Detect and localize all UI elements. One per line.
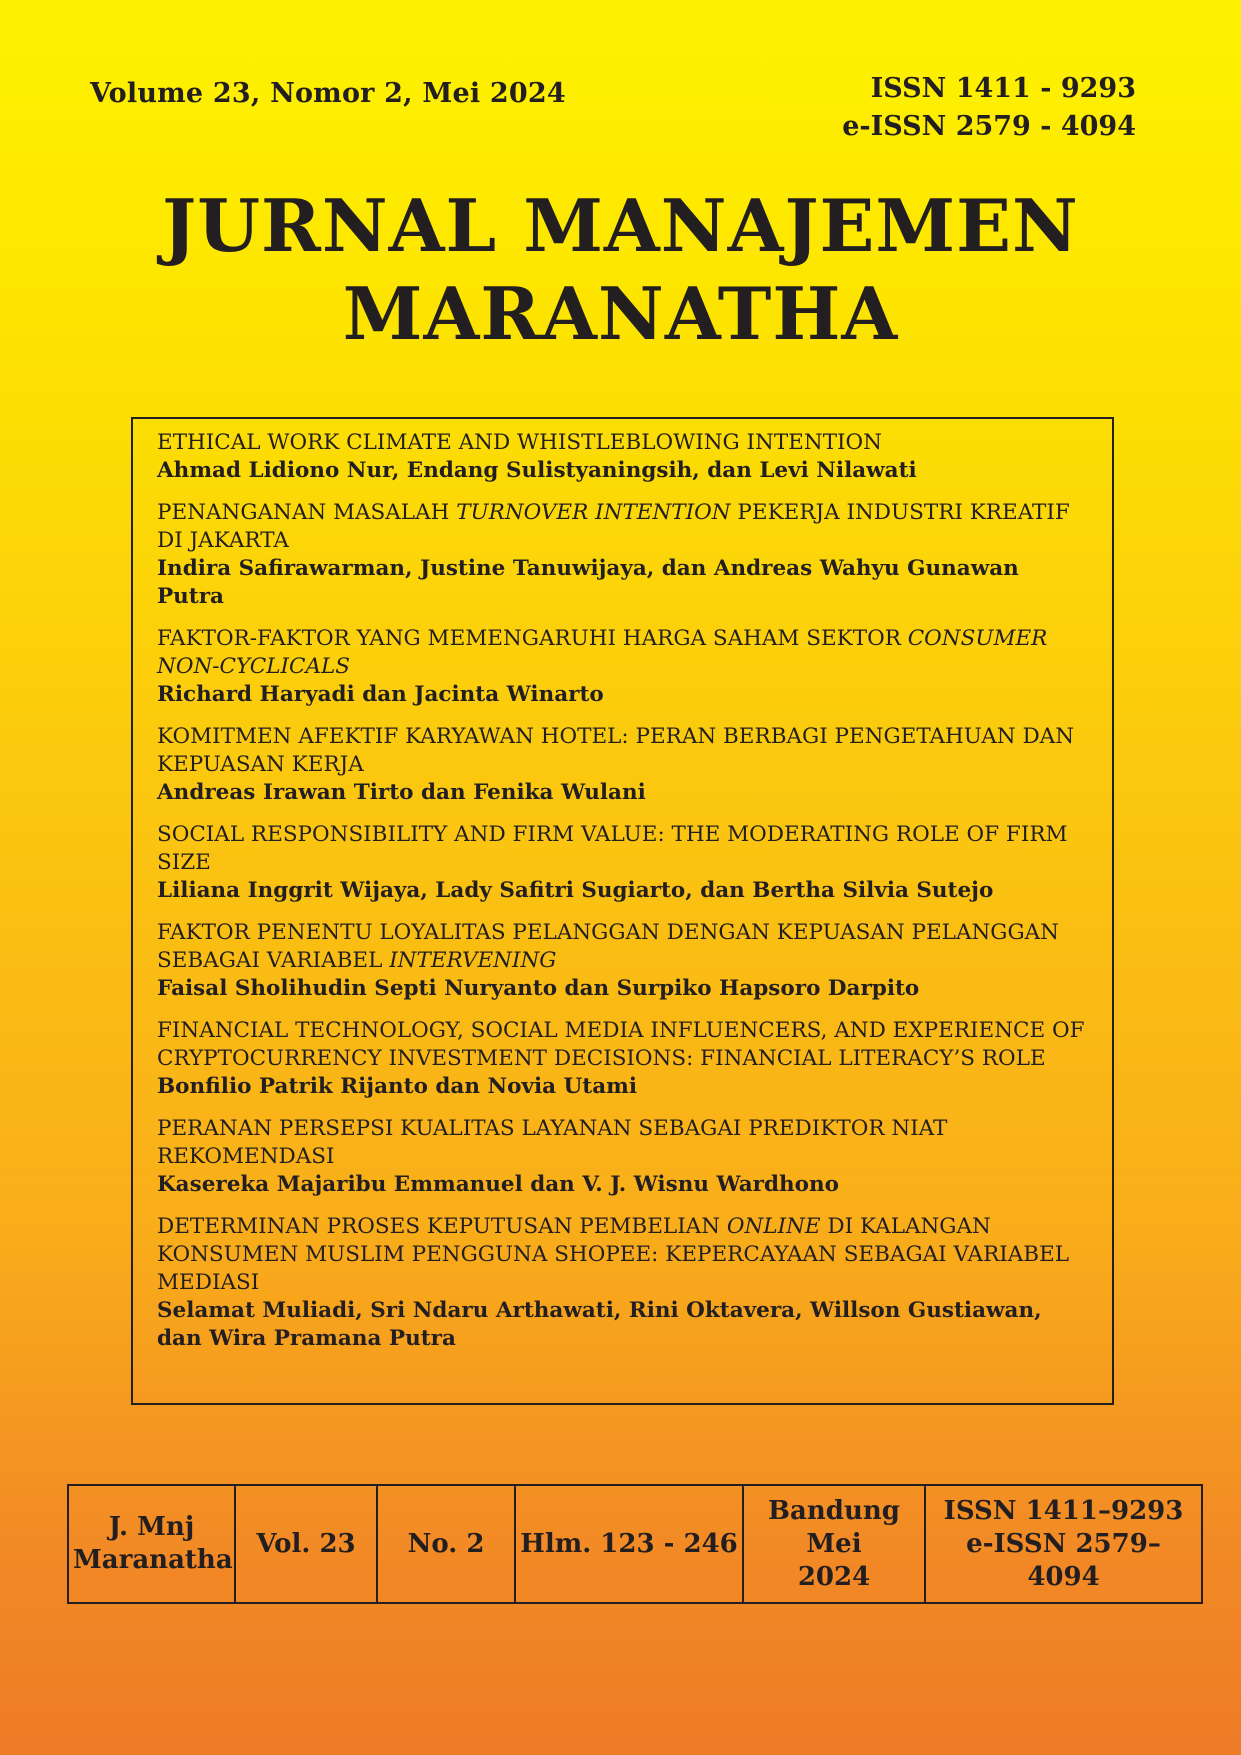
article-entry — [157, 429, 1088, 485]
article-title-italic-term: TURNOVER INTENTION — [456, 500, 731, 525]
article-authors: Bonfilio Patrik Rijanto dan Novia Utami — [157, 1074, 638, 1099]
article-title — [157, 625, 1088, 681]
issn-block — [842, 70, 1136, 146]
volume-line: Volume 23, Nomor 2, Mei 2024 — [90, 78, 566, 109]
article-title-italic-term: ONLINE — [726, 1214, 821, 1239]
article-title-text: KOMITMEN AFEKTIF KARYAWAN HOTEL: PERAN BERBAGI PENGETAHUAN DAN KEPUASAN KERJA — [157, 724, 1075, 777]
article-title-text: PEKERJA INDUSTRI KREATIF DI JAKARTA — [157, 500, 1070, 553]
article-authors: Andreas Irawan Tirto dan Fenika Wulani — [157, 780, 646, 805]
article-entry — [157, 1213, 1088, 1353]
footer-citation-table — [67, 1484, 1203, 1604]
article-title-text: SOCIAL RESPONSIBILITY AND FIRM VALUE: THE MODERATING ROLE OF FIRM SIZE — [157, 822, 1068, 875]
article-title — [157, 821, 1088, 877]
journal-title — [0, 182, 1241, 358]
footer-place-date: Bandung Mei 2024 — [743, 1485, 925, 1603]
article-entry — [157, 821, 1088, 905]
article-title — [157, 1115, 1088, 1171]
article-authors: Selamat Muliadi, Sri Ndaru Arthawati, Rini Oktavera, Willson Gustiawan, dan Wira Pramana Putra — [157, 1298, 1042, 1351]
article-authors: Faisal Sholihudin Septi Nuryanto dan Surpiko Hapsoro Darpito — [157, 976, 920, 1001]
article-title — [157, 919, 1088, 975]
article-title — [157, 429, 1088, 457]
article-title-italic-term: CONSUMER NON-CYCLICALS — [157, 626, 1048, 679]
article-title-text: FAKTOR PENENTU LOYALITAS PELANGGAN DENGAN KEPUASAN PELANGGAN SEBAGAI VARIABEL — [157, 920, 1059, 973]
footer-volume: Vol. 23 — [235, 1485, 377, 1603]
article-entry — [157, 499, 1088, 611]
article-entry — [157, 919, 1088, 1003]
article-title-text: DI KALANGAN KONSUMEN MUSLIM PENGGUNA SHOPEE: KEPERCAYAAN SEBAGAI VARIABEL MEDIASI — [157, 1214, 1070, 1295]
article-entry — [157, 1017, 1088, 1101]
footer-number: No. 2 — [377, 1485, 515, 1603]
table-of-contents — [131, 417, 1114, 1405]
article-authors: Liliana Inggrit Wijaya, Lady Safitri Sugiarto, dan Bertha Silvia Sutejo — [157, 878, 994, 903]
article-entry — [157, 723, 1088, 807]
article-authors: Kasereka Majaribu Emmanuel dan V. J. Wisnu Wardhono — [157, 1172, 839, 1197]
article-entry — [157, 625, 1088, 709]
article-title — [157, 723, 1088, 779]
article-title — [157, 499, 1088, 555]
article-title-text: DETERMINAN PROSES KEPUTUSAN PEMBELIAN — [157, 1214, 727, 1239]
footer-journal-abbrev: J. Mnj Maranatha — [68, 1485, 235, 1603]
journal-title-line2: MARANATHA — [342, 271, 899, 356]
article-entry — [157, 1115, 1088, 1199]
issn-print: ISSN 1411 - 9293 — [870, 73, 1136, 104]
footer-issn: ISSN 1411–9293 e-ISSN 2579–4094 — [925, 1485, 1202, 1603]
article-title-text: ETHICAL WORK CLIMATE AND WHISTLEBLOWING INTENTION — [157, 430, 882, 455]
article-authors: Richard Haryadi dan Jacinta Winarto — [157, 682, 604, 707]
article-title-text: PERANAN PERSEPSI KUALITAS LAYANAN SEBAGAI PREDIKTOR NIAT REKOMENDASI — [157, 1116, 948, 1169]
article-authors: Ahmad Lidiono Nur, Endang Sulistyaningsih, dan Levi Nilawati — [157, 458, 917, 483]
article-title — [157, 1017, 1088, 1073]
article-title-text: FINANCIAL TECHNOLOGY, SOCIAL MEDIA INFLUENCERS, AND EXPERIENCE OF CRYPTOCURRENCY INVESTMENT DECISIONS: FINANCIAL LITERACY’S ROLE — [157, 1018, 1085, 1071]
footer-pages: Hlm. 123 - 246 — [515, 1485, 743, 1603]
article-title-text: PENANGANAN MASALAH — [157, 500, 457, 525]
article-title — [157, 1213, 1088, 1297]
issn-electronic: e-ISSN 2579 - 4094 — [842, 111, 1136, 142]
article-title-italic-term: INTERVENING — [389, 948, 557, 973]
article-title-text: FAKTOR-FAKTOR YANG MEMENGARUHI HARGA SAHAM SEKTOR — [157, 626, 908, 651]
article-authors: Indira Safirawarman, Justine Tanuwijaya, dan Andreas Wahyu Gunawan Putra — [157, 556, 1019, 609]
journal-title-line1: JURNAL MANAJEMEN — [162, 183, 1079, 268]
